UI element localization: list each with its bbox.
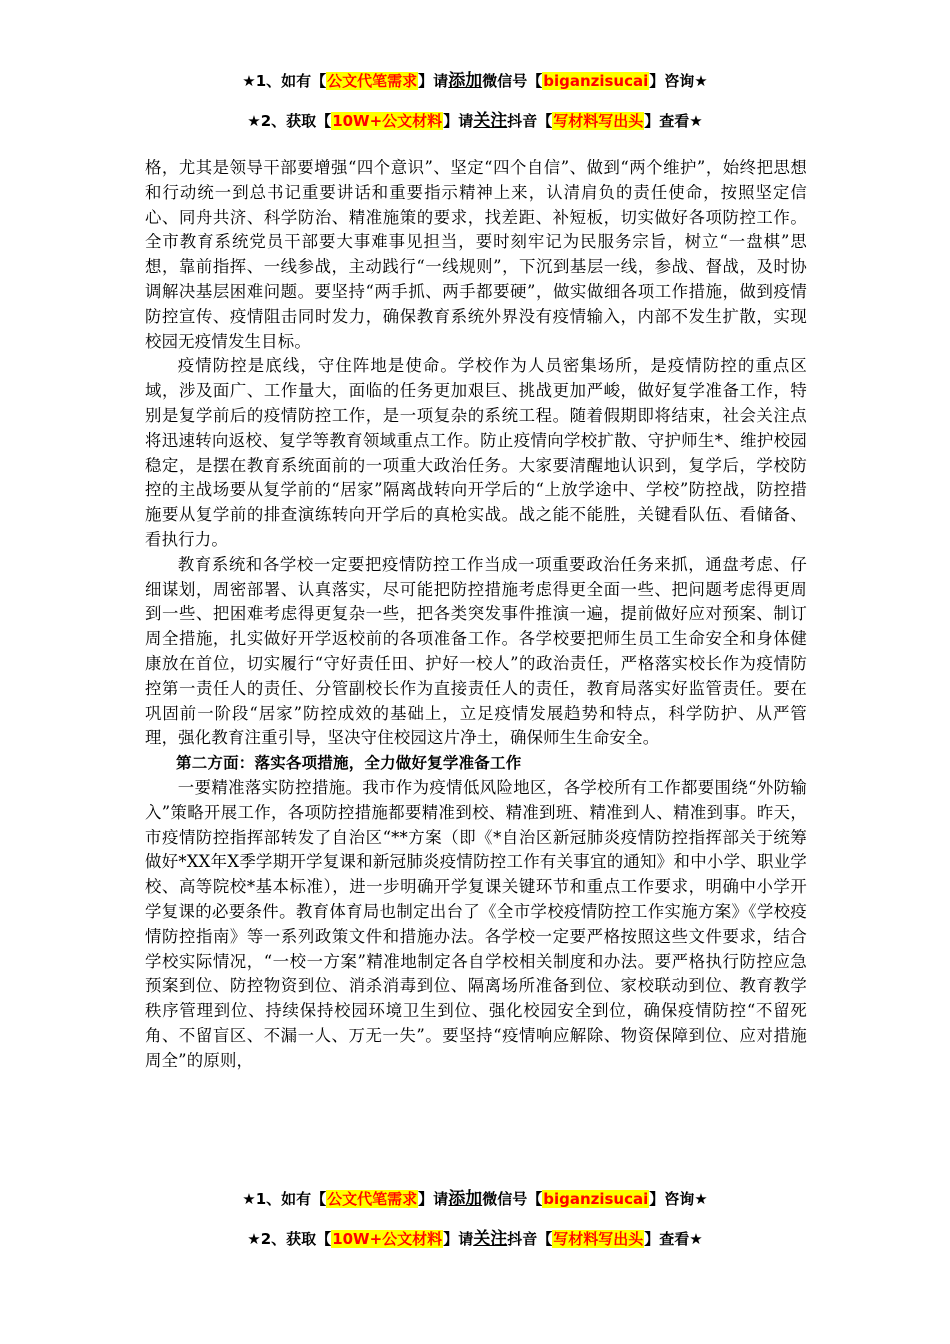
banner-2-highlight-materials: 10W+公文材料 <box>332 112 443 130</box>
banner-1-underlined: 添加 <box>448 71 483 91</box>
footer-banner-1-highlight-service: 公文代笔需求 <box>327 1190 418 1208</box>
footer-banner-2-underlined: 关注 <box>473 1229 508 1249</box>
banner-1-mid2: 微信号【 <box>482 72 543 90</box>
banner-2-underlined: 关注 <box>473 111 508 131</box>
paragraph-4: 一要精准落实防控措施。我市作为疫情低风险地区，各学校所有工作都要围绕“外防输入”策略开展工作，各项防控措施都要精准到校、精准到班、精准到人、精准到事。昨天，市疫情防控指挥部转发了自治区“**方案（即《*自治区新冠肺炎疫情防控指挥部关于统筹做好*XX年X季学期开学复课和新冠肺炎疫情防控工作有关事宜的通知》和中小学、职业学校、高等院校*基本标准），进一步明确开学复课关键环节和重点工作要求，明确中小学开学复课的必要条件。教育体育局也制定出台了《全市学校疫情防控工作实施方案》《学校疫情防控指南》等一系列政策文件和措施办法。各学校一定要严格按照这些文件要求，结合学校实际情况，“一校一方案”精准地制定各自学校相关制度和办法。要严格执行防控应急预案到位、防控物资到位、消杀消毒到位、隔离场所准备到位、家校联动到位、教育教学秩序管理到位、持续保持校园环境卫生到位、强化校园安全到位，确保疫情防控“不留死角、不留盲区、不漏一人、万无一失”。要坚持“疫情响应解除、物资保障到位、应对措施周全”的原则， <box>145 777 807 1070</box>
banner-1-suffix: 】咨询★ <box>649 72 708 90</box>
banner-1-highlight-wechat: biganzisucai <box>543 72 649 90</box>
footer-banner-1-mid2: 微信号【 <box>482 1190 543 1208</box>
banner-2-highlight-douyin: 写材料写出头 <box>553 112 644 130</box>
header-banner-line-1 <box>0 70 950 92</box>
paragraph-3: 教育系统和各学校一定要把疫情防控工作当成一项重要政治任务来抓，通盘考虑、仔细谋划，周密部署、认真落实，尽可能把防控措施考虑得更全面一些、把问题考虑得更周到一些、把困难考虑得更复杂一些，把各类突发事件推演一遍，提前做好应对预案、制订周全措施，扎实做好开学返校前的各项准备工作。各学校要把师生员工生命安全和身体健康放在首位，切实履行“守好责任田、护好一校人”的政治责任，严格落实校长作为疫情防控第一责任人的责任、分管副校长作为直接责任人的责任，教育局落实好监管责任。要在巩固前一阶段“居家”防控成效的基础上，立足疫情发展趋势和特点，科学防护、从严管理，强化教育注重引导，坚决守住校园这片净土，确保师生生命安全。 <box>145 554 807 748</box>
footer-banner-1-underlined: 添加 <box>448 1189 483 1209</box>
paragraph-1: 格，尤其是领导干部要增强“四个意识”、坚定“四个自信”、做到“两个维护”，始终把思想和行动统一到总书记重要讲话和重要指示精神上来，认清肩负的责任使命，按照坚定信心、同舟共济、科学防治、精准施策的要求，找差距、补短板，切实做好各项防控工作。全市教育系统党员干部要大事难事见担当，要时刻牢记为民服务宗旨，树立“一盘棋”思想，靠前指挥、一线参战，主动践行“一线规则”，下沉到基层一线，参战、督战，及时协调解决基层困难问题。要坚持“两手抓、两手都要硬”，做实做细各项工作措施，做到疫情防控宣传、疫情阻击同时发力，确保教育系统外界没有疫情输入，内部不发生扩散，实现校园无疫情发生目标。 <box>145 158 807 351</box>
footer-banner-line-2 <box>0 1228 950 1250</box>
section-heading: 第二方面：落实各项措施，全力做好复学准备工作 <box>176 754 522 773</box>
footer-banner-2-suffix: 】查看★ <box>644 1230 703 1248</box>
banner-1-highlight-service: 公文代笔需求 <box>327 72 418 90</box>
footer-banner-2-highlight-douyin: 写材料写出头 <box>553 1230 644 1248</box>
banner-2-mid2: 抖音【 <box>507 112 553 130</box>
footer-banner-2-mid2: 抖音【 <box>507 1230 553 1248</box>
footer-banner-1-prefix: ★1、如有【 <box>242 1190 327 1208</box>
footer-banner-2-mid: 】请 <box>443 1230 474 1248</box>
banner-2-prefix: ★2、获取【 <box>247 112 332 130</box>
paragraph-2: 疫情防控是底线，守住阵地是使命。学校作为人员密集场所，是疫情防控的重点区域，涉及面广、工作量大，面临的任务更加艰巨、挑战更加严峻，做好复学准备工作，特别是复学前后的疫情防控工作，是一项复杂的系统工程。随着假期即将结束，社会关注点将迅速转向返校、复学等教育领域重点工作。防止疫情向学校扩散、守护师生*、维护校园稳定，是摆在教育系统面前的一项重大政治任务。大家要清醒地认识到，复学后，学校防控的主战场要从复学前的“居家”隔离战转向开学后的“上放学途中、学校”防控战，防控措施要从复学前的排查演练转向开学后的真枪实战。战之能不能胜，关键看队伍、看储备、看执行力。 <box>145 356 807 549</box>
footer-banner-2-prefix: ★2、获取【 <box>247 1230 332 1248</box>
banner-2-mid: 】请 <box>443 112 474 130</box>
header-banner-line-2 <box>0 110 950 132</box>
footer-banner-1-mid: 】请 <box>418 1190 449 1208</box>
footer-banner-1-suffix: 】咨询★ <box>649 1190 708 1208</box>
document-body <box>145 156 807 1073</box>
banner-1-mid: 】请 <box>418 72 449 90</box>
footer-banner-line-1 <box>0 1188 950 1210</box>
footer-banner-2-highlight-materials: 10W+公文材料 <box>332 1230 443 1248</box>
banner-2-suffix: 】查看★ <box>644 112 703 130</box>
banner-1-prefix: ★1、如有【 <box>242 72 327 90</box>
footer-banner-1-highlight-wechat: biganzisucai <box>543 1190 649 1208</box>
